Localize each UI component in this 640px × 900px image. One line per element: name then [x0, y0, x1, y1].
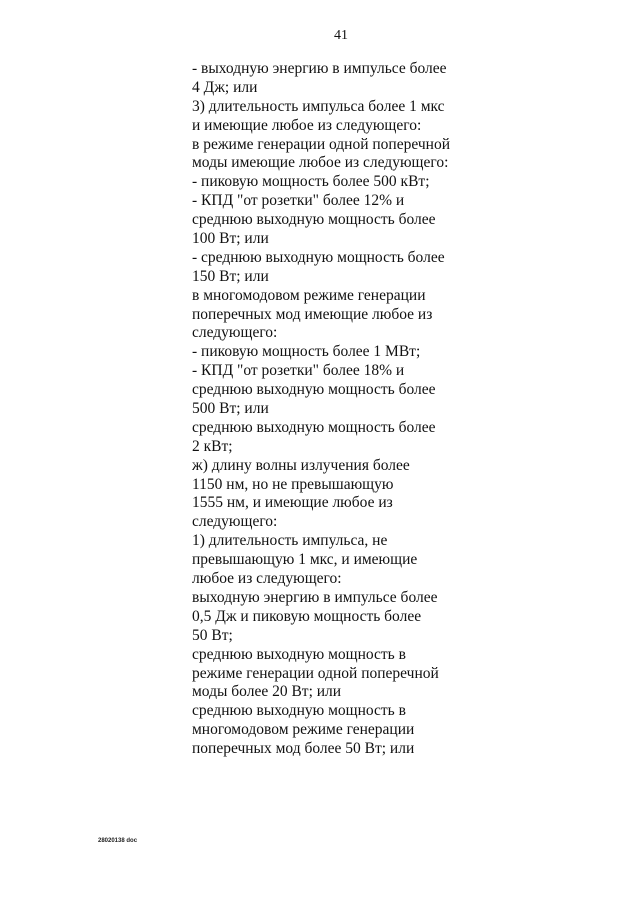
text-line: 100 Вт; или — [192, 230, 269, 248]
text-line: 1150 нм, но не превышающую — [192, 475, 394, 493]
text-line: любое из следующего: — [192, 570, 342, 588]
text-line: - среднюю выходную мощность более — [192, 248, 445, 266]
footer-file-code: 28020138 doc — [98, 838, 138, 844]
text-line: следующего: — [192, 324, 278, 342]
text-line: среднюю выходную мощность в — [192, 702, 406, 720]
text-line: - КПД "от розетки" более 12% и — [192, 192, 405, 210]
text-line: среднюю выходную мощность более — [192, 211, 436, 229]
text-line: в многомодовом режиме генерации — [192, 286, 426, 304]
text-line: среднюю выходную мощность более — [192, 381, 436, 399]
text-line: следующего: — [192, 513, 278, 531]
text-line: многомодовом режиме генерации — [192, 721, 415, 739]
text-line: 1555 нм, и имеющие любое из — [192, 494, 393, 512]
text-line: и имеющие любое из следующего: — [192, 116, 422, 134]
text-line: 50 Вт; — [192, 626, 233, 644]
text-line: поперечных мод имеющие любое из — [192, 305, 433, 323]
text-line: 2 кВт; — [192, 437, 233, 455]
text-line: - КПД "от розетки" более 18% и — [192, 362, 405, 380]
text-line: моды имеющие любое из следующего: — [192, 154, 449, 172]
text-line: среднюю выходную мощность более — [192, 418, 436, 436]
page-number: 41 — [334, 28, 348, 43]
text-line: 4 Дж; или — [192, 78, 258, 96]
text-line: - выходную энергию в импульсе более — [192, 60, 447, 77]
text-line: 0,5 Дж и пиковую мощность более — [192, 607, 422, 625]
document-body — [192, 60, 492, 759]
text-line: выходную энергию в импульсе более — [192, 588, 438, 606]
text-line: - пиковую мощность более 1 МВт; — [192, 343, 421, 361]
text-line: в режиме генерации одной поперечной — [192, 135, 450, 153]
text-line: ж) длину волны излучения более — [192, 456, 410, 474]
text-line: 500 Вт; или — [192, 400, 269, 418]
text-line: превышающую 1 мкс, и имеющие — [192, 551, 418, 569]
text-line: 3) длительность импульса более 1 мкс — [192, 97, 445, 115]
text-line: 1) длительность импульса, не — [192, 532, 388, 550]
text-line: моды более 20 Вт; или — [192, 683, 342, 701]
text-line: режиме генерации одной поперечной — [192, 664, 439, 682]
text-line: - пиковую мощность более 500 кВт; — [192, 173, 430, 191]
text-line: среднюю выходную мощность в — [192, 645, 406, 663]
text-line: поперечных мод более 50 Вт; или — [192, 740, 415, 758]
text-line: 150 Вт; или — [192, 267, 269, 285]
